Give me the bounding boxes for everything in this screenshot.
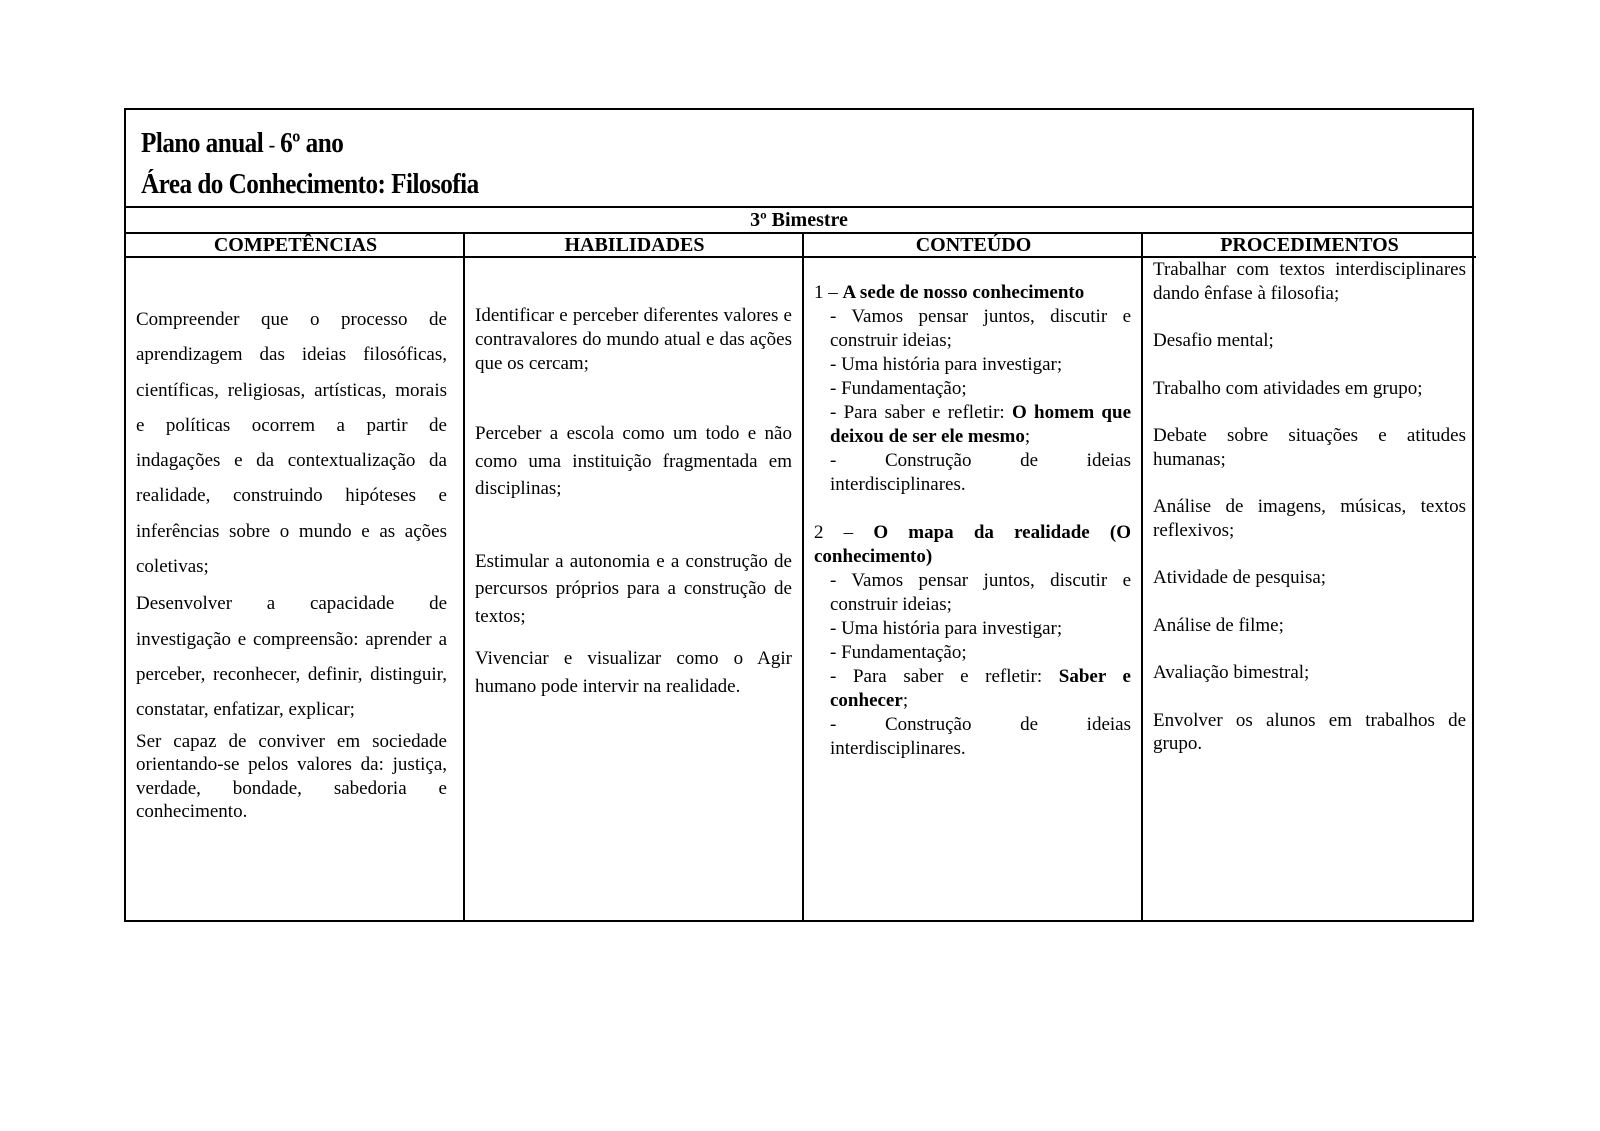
procedimento-item: Análise de filme; — [1153, 614, 1284, 636]
content-item — [814, 401, 1131, 449]
competencia-item: Compreender que o processo de aprendizagem das ideias filosóficas, científicas, religiosas, artísticas, morais e políticas ocorrem a partir de indagações e da contextualização da realidade, construindo hipóteses e inferências sobre o mundo e as ações coletivas; — [136, 309, 447, 578]
competencia-item: Ser capaz de conviver em sociedade orientando-se pelos valores da: justiça, verdade, bondade, sabedoria e conhecimento. — [136, 730, 447, 823]
content-item: - Vamos pensar juntos, discutir e construir ideias; — [830, 570, 1131, 615]
content-item: - Uma história para investigar; — [830, 618, 1063, 639]
item-bold: Saber e conhecer — [830, 666, 1131, 711]
procedimento-item: Debate sobre situações e atitudes humanas; — [1153, 425, 1466, 470]
procedimento-item: Trabalhar com textos interdisciplinares dando ênfase à filosofia; — [1153, 259, 1466, 304]
item-suffix: ; — [1024, 426, 1031, 447]
item-prefix: - Para saber e refletir: — [830, 402, 1012, 423]
procedimento-item: Envolver os alunos em trabalhos de grupo. — [1153, 709, 1466, 754]
habilidade-item: Perceber a escola como um todo e não como uma instituição fragmentada em disciplinas; — [475, 423, 792, 499]
content-unit-2 — [814, 521, 1131, 761]
item-bold: O homem que deixou de ser ele mesmo — [830, 402, 1132, 447]
title-prefix: Plano anual — [141, 128, 264, 159]
procedimentos-cell — [1143, 258, 1474, 920]
content-unit-1 — [814, 281, 1131, 497]
content-item: - Construção de ideias interdisciplinares. — [830, 714, 1131, 759]
unit-title-text: O mapa da realidade (O conhecimento) — [814, 522, 1132, 567]
item-suffix: ; — [902, 690, 909, 711]
content-item: - Fundamentação; — [830, 378, 967, 399]
title-grade: 6º ano — [280, 128, 344, 159]
competencias-cell — [126, 258, 463, 920]
column-header-conteudo: CONTEÚDO — [804, 234, 1143, 258]
unit-number: 2 – — [814, 522, 874, 543]
habilidades-cell — [465, 258, 802, 920]
conteudo-cell — [804, 258, 1141, 920]
area-title: Área do Conhecimento: Filosofia — [141, 169, 479, 200]
procedimento-item: Desafio mental; — [1153, 330, 1274, 351]
plan-table — [124, 108, 1474, 922]
habilidade-item: Vivenciar e visualizar como o Agir humano pode intervir na realidade. — [475, 648, 792, 697]
unit-title — [814, 281, 1131, 305]
content-item: - Fundamentação; — [830, 642, 967, 663]
column-header-competencias: COMPETÊNCIAS — [126, 234, 465, 258]
procedimento-item: Análise de imagens, músicas, textos reflexivos; — [1153, 496, 1466, 541]
column-header-procedimentos: PROCEDIMENTOS — [1143, 234, 1476, 258]
title-separator: - — [268, 132, 275, 157]
document-header — [126, 110, 1472, 208]
content-item — [814, 665, 1131, 713]
content-item: - Construção de ideias interdisciplinares. — [830, 450, 1131, 495]
content-item: - Uma história para investigar; — [830, 354, 1063, 375]
habilidade-item: Estimular a autonomia e a construção de percursos próprios para a construção de textos; — [475, 550, 792, 627]
content-item: - Vamos pensar juntos, discutir e construir ideias; — [830, 306, 1131, 351]
procedimento-item: Trabalho com atividades em grupo; — [1153, 377, 1423, 399]
procedimento-item: Atividade de pesquisa; — [1153, 567, 1327, 588]
competencia-item: Desenvolver a capacidade de investigação e compreensão: aprender a perceber, reconhecer, definir, distinguir, constatar, enfatizar, explicar; — [136, 593, 447, 721]
unit-number: 1 – — [814, 282, 843, 303]
unit-title-text: A sede de nosso conhecimento — [842, 282, 1085, 303]
page-title — [141, 124, 1339, 165]
column-header-habilidades: HABILIDADES — [465, 234, 804, 258]
procedimento-item: Avaliação bimestral; — [1153, 662, 1310, 683]
item-prefix: - Para saber e refletir: — [830, 666, 1059, 687]
unit-title — [814, 521, 1131, 569]
habilidade-item: Identificar e perceber diferentes valores e contravalores do mundo atual e das ações que os cercam; — [475, 305, 792, 374]
bimestre-heading: 3º Bimestre — [126, 208, 1472, 234]
